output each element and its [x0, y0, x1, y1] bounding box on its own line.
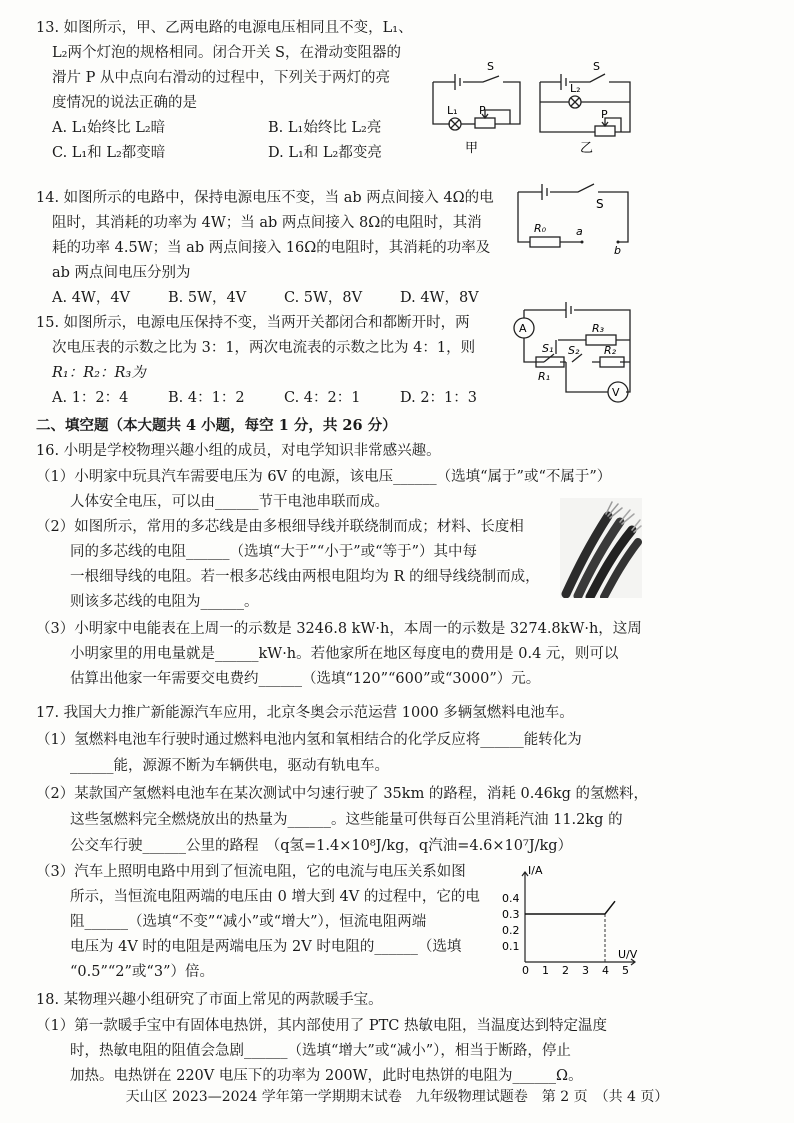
q17-p3-line-4: 电压为 4V 时的电阻是两端电压为 2V 时电阻的______（选填 — [70, 939, 462, 955]
q13-option-c: C. L₁和 L₂都变暗 — [52, 145, 166, 161]
q16-p2-line-3: 一根细导线的电阻。若一根多芯线由两根电阻均为 R 的细导线绕制而成， — [70, 569, 540, 585]
page-footer: 天山区 2023—2024 学年第一学期期末试卷 九年级物理试题卷 第 2 页 （共 4 页） — [125, 1089, 669, 1105]
q17-p3-line-1: （3）汽车上照明电路中用到了恒流电阻，它的电流与电压关系如图 — [36, 864, 466, 880]
q17-p2-line-3: 公交车行驶______公里的路程 （q氢=1.4×10⁸J/kg，q汽油=4.6×10⁷J/kg） — [70, 838, 573, 854]
q13-fig-p-label: P — [479, 104, 486, 117]
q13-line-3: 滑片 P 从中点向右滑动的过程中，下列关于两灯的亮 — [52, 70, 390, 86]
iu-ylabel: I/A — [528, 864, 543, 877]
q16-p3-line-2: 小明家里的用电量就是______kW·h。若他家所在地区每度电的费用是 0.4 元，则可以 — [70, 646, 619, 662]
x-tick-label: 2 — [562, 964, 569, 977]
q14-option-c: C. 5W，8V — [284, 290, 363, 306]
x-tick-label: 0 — [522, 964, 529, 977]
q14-fig-s-label: S — [596, 197, 604, 211]
q17-p3-line-3: 阻______（选填“不变”“减小”或“增大”），恒流电阻两端 — [70, 914, 427, 930]
q13-fig-p2-label: P — [601, 108, 608, 121]
q15-option-a: A. 1：2：4 — [52, 390, 129, 406]
q13-fig-l1-label: L₁ — [447, 104, 458, 117]
q15-fig-r3-label: R₃ — [592, 322, 605, 335]
q18-p1-line-1: （1）第一款暖手宝中有固体电热饼，其内部使用了 PTC 热敏电阻，当温度达到特定温度 — [36, 1018, 607, 1034]
y-tick-label: 0.1 — [502, 940, 520, 953]
q13-fig-s2-label: S — [593, 60, 600, 73]
q15-fig-r1-label: R₁ — [538, 370, 551, 383]
q14-option-d: D. 4W，8V — [400, 290, 479, 306]
multicore-wire-photo — [560, 498, 642, 598]
q14-fig-b-label: b — [614, 244, 621, 257]
q13-circuit-figures — [425, 52, 640, 162]
q17-p2-line-1: （2）某款国产氢燃料电池车在某次测试中匀速行驶了 35km 的路程，消耗 0.46kg 的氢燃料， — [36, 786, 648, 802]
q14-option-b: B. 5W，4V — [168, 290, 247, 306]
x-tick-label: 5 — [622, 964, 629, 977]
q16-intro: 16. 小明是学校物理兴趣小组的成员，对电学知识非常感兴趣。 — [36, 443, 441, 459]
q13-line-4: 度情况的说法正确的是 — [52, 95, 197, 111]
q15-line-1: 15. 如图所示，电源电压保持不变，当两开关都闭合和都断开时，两 — [36, 315, 470, 331]
x-tick-label: 4 — [602, 964, 609, 977]
q15-option-d: D. 2：1：3 — [400, 390, 478, 406]
q17-intro: 17. 我国大力推广新能源汽车应用，北京冬奥会示范运营 1000 多辆氢燃料电池车。 — [36, 705, 574, 721]
x-tick-label: 1 — [542, 964, 549, 977]
q16-p2-line-2: 同的多芯线的电阻______（选填“大于”“小于”或“等于”）其中每 — [70, 544, 477, 560]
q17-p3-line-2: 所示，当恒流电阻两端的电压由 0 增大到 4V 的过程中，它的电 — [70, 889, 480, 905]
y-tick-label: 0.2 — [502, 924, 520, 937]
q18-p1-line-2: 时，热敏电阻的阻值会急剧______（选填“增大”或“减小”），相当于断路，停止 — [70, 1043, 571, 1059]
q14-fig-a-label: a — [576, 225, 583, 238]
q15-circuit-figure — [508, 300, 638, 410]
q16-p2-line-4: 则该多芯线的电阻为______。 — [70, 594, 259, 610]
q13-fig-l2-label: L₂ — [570, 82, 581, 95]
q13-option-d: D. L₁和 L₂都变亮 — [268, 145, 382, 161]
q13-fig-jia-caption: 甲 — [465, 141, 479, 156]
iu-chart — [500, 862, 645, 980]
q15-fig-s1-label: S₁ — [542, 342, 554, 355]
q16-p2-line-1: （2）如图所示，常用的多芯线是由多根细导线并联绕制而成；材料、长度相 — [36, 519, 524, 535]
q14-fig-r0-label: R₀ — [534, 222, 547, 235]
q18-intro: 18. 某物理兴趣小组研究了市面上常见的两款暖手宝。 — [36, 992, 383, 1008]
q15-option-c: C. 4：2：1 — [284, 390, 361, 406]
q13-line-1: 13. 如图所示，甲、乙两电路的电源电压相同且不变，L₁、 — [36, 20, 413, 36]
q14-option-a: A. 4W，4V — [52, 290, 131, 306]
q15-line-3: R₁：R₂：R₃为 — [52, 365, 146, 381]
q17-p1-line-2: ______能，源源不断为车辆供电，驱动有轨电车。 — [70, 758, 389, 774]
section-2-title: 二、填空题（本大题共 4 小题，每空 1 分，共 26 分） — [36, 417, 397, 434]
q14-circuit-figure — [510, 180, 635, 260]
q15-fig-ammeter-label: A — [519, 322, 527, 335]
q16-p3-line-1: （3）小明家中电能表在上周一的示数是 3246.8 kW·h，本周一的示数是 3274.8kW·h，这周 — [36, 621, 642, 637]
q13-fig-yi-caption: 乙 — [580, 141, 594, 156]
q13-line-2: L₂两个灯泡的规格相同。闭合开关 S，在滑动变阻器的 — [52, 45, 401, 61]
q15-option-b: B. 4：1：2 — [168, 390, 245, 406]
q15-line-2: 次电压表的示数之比为 3：1，两次电流表的示数之比为 4：1，则 — [52, 340, 476, 356]
y-tick-label: 0.4 — [502, 892, 520, 905]
q17-p3-line-5: “0.5”“2”或“3”）倍。 — [70, 964, 214, 980]
q14-line-1: 14. 如图所示的电路中，保持电源电压不变，当 ab 两点间接入 4Ω的电 — [36, 190, 494, 206]
q18-p1-line-3: 加热。电热饼在 220V 电压下的功率为 200W，此时电热饼的电阻为______Ω。 — [70, 1068, 583, 1084]
q15-fig-r2-label: R₂ — [604, 344, 617, 357]
q14-line-2: 阻时，其消耗的功率为 4W；当 ab 两点间接入 8Ω的电阻时，其消 — [52, 215, 482, 231]
iu-xlabel: U/V — [618, 948, 638, 961]
q17-p2-line-2: 这些氢燃料完全燃烧放出的热量为______。这些能量可供每百公里消耗汽油 11.2kg 的 — [70, 812, 623, 828]
q15-fig-voltmeter-label: V — [612, 386, 620, 399]
iu-series-line — [525, 901, 615, 914]
q14-line-3: 耗的功率 4.5W；当 ab 两点间接入 16Ω的电阻时，其消耗的功率及 — [52, 240, 491, 256]
q16-p1-line-1: （1）小明家中玩具汽车需要电压为 6V 的电源，该电压______（选填“属于”或“不属于”） — [36, 469, 612, 485]
q15-fig-s2-label: S₂ — [568, 344, 580, 357]
q13-option-a: A. L₁始终比 L₂暗 — [52, 120, 166, 136]
q16-p1-line-2: 人体安全电压，可以由______节干电池串联而成。 — [70, 494, 389, 510]
y-tick-label: 0.3 — [502, 908, 520, 921]
q16-p3-line-3: 估算出他家一年需要交电费约______（选填“120”“600”或“3000”）元。 — [70, 671, 541, 687]
x-tick-label: 3 — [582, 964, 589, 977]
q13-fig-s-label: S — [487, 60, 494, 73]
q14-line-4: ab 两点间电压分别为 — [52, 265, 191, 281]
q13-option-b: B. L₁始终比 L₂亮 — [268, 120, 382, 136]
q17-p1-line-1: （1）氢燃料电池车行驶时通过燃料电池内氢和氧相结合的化学反应将______能转化为 — [36, 732, 582, 748]
